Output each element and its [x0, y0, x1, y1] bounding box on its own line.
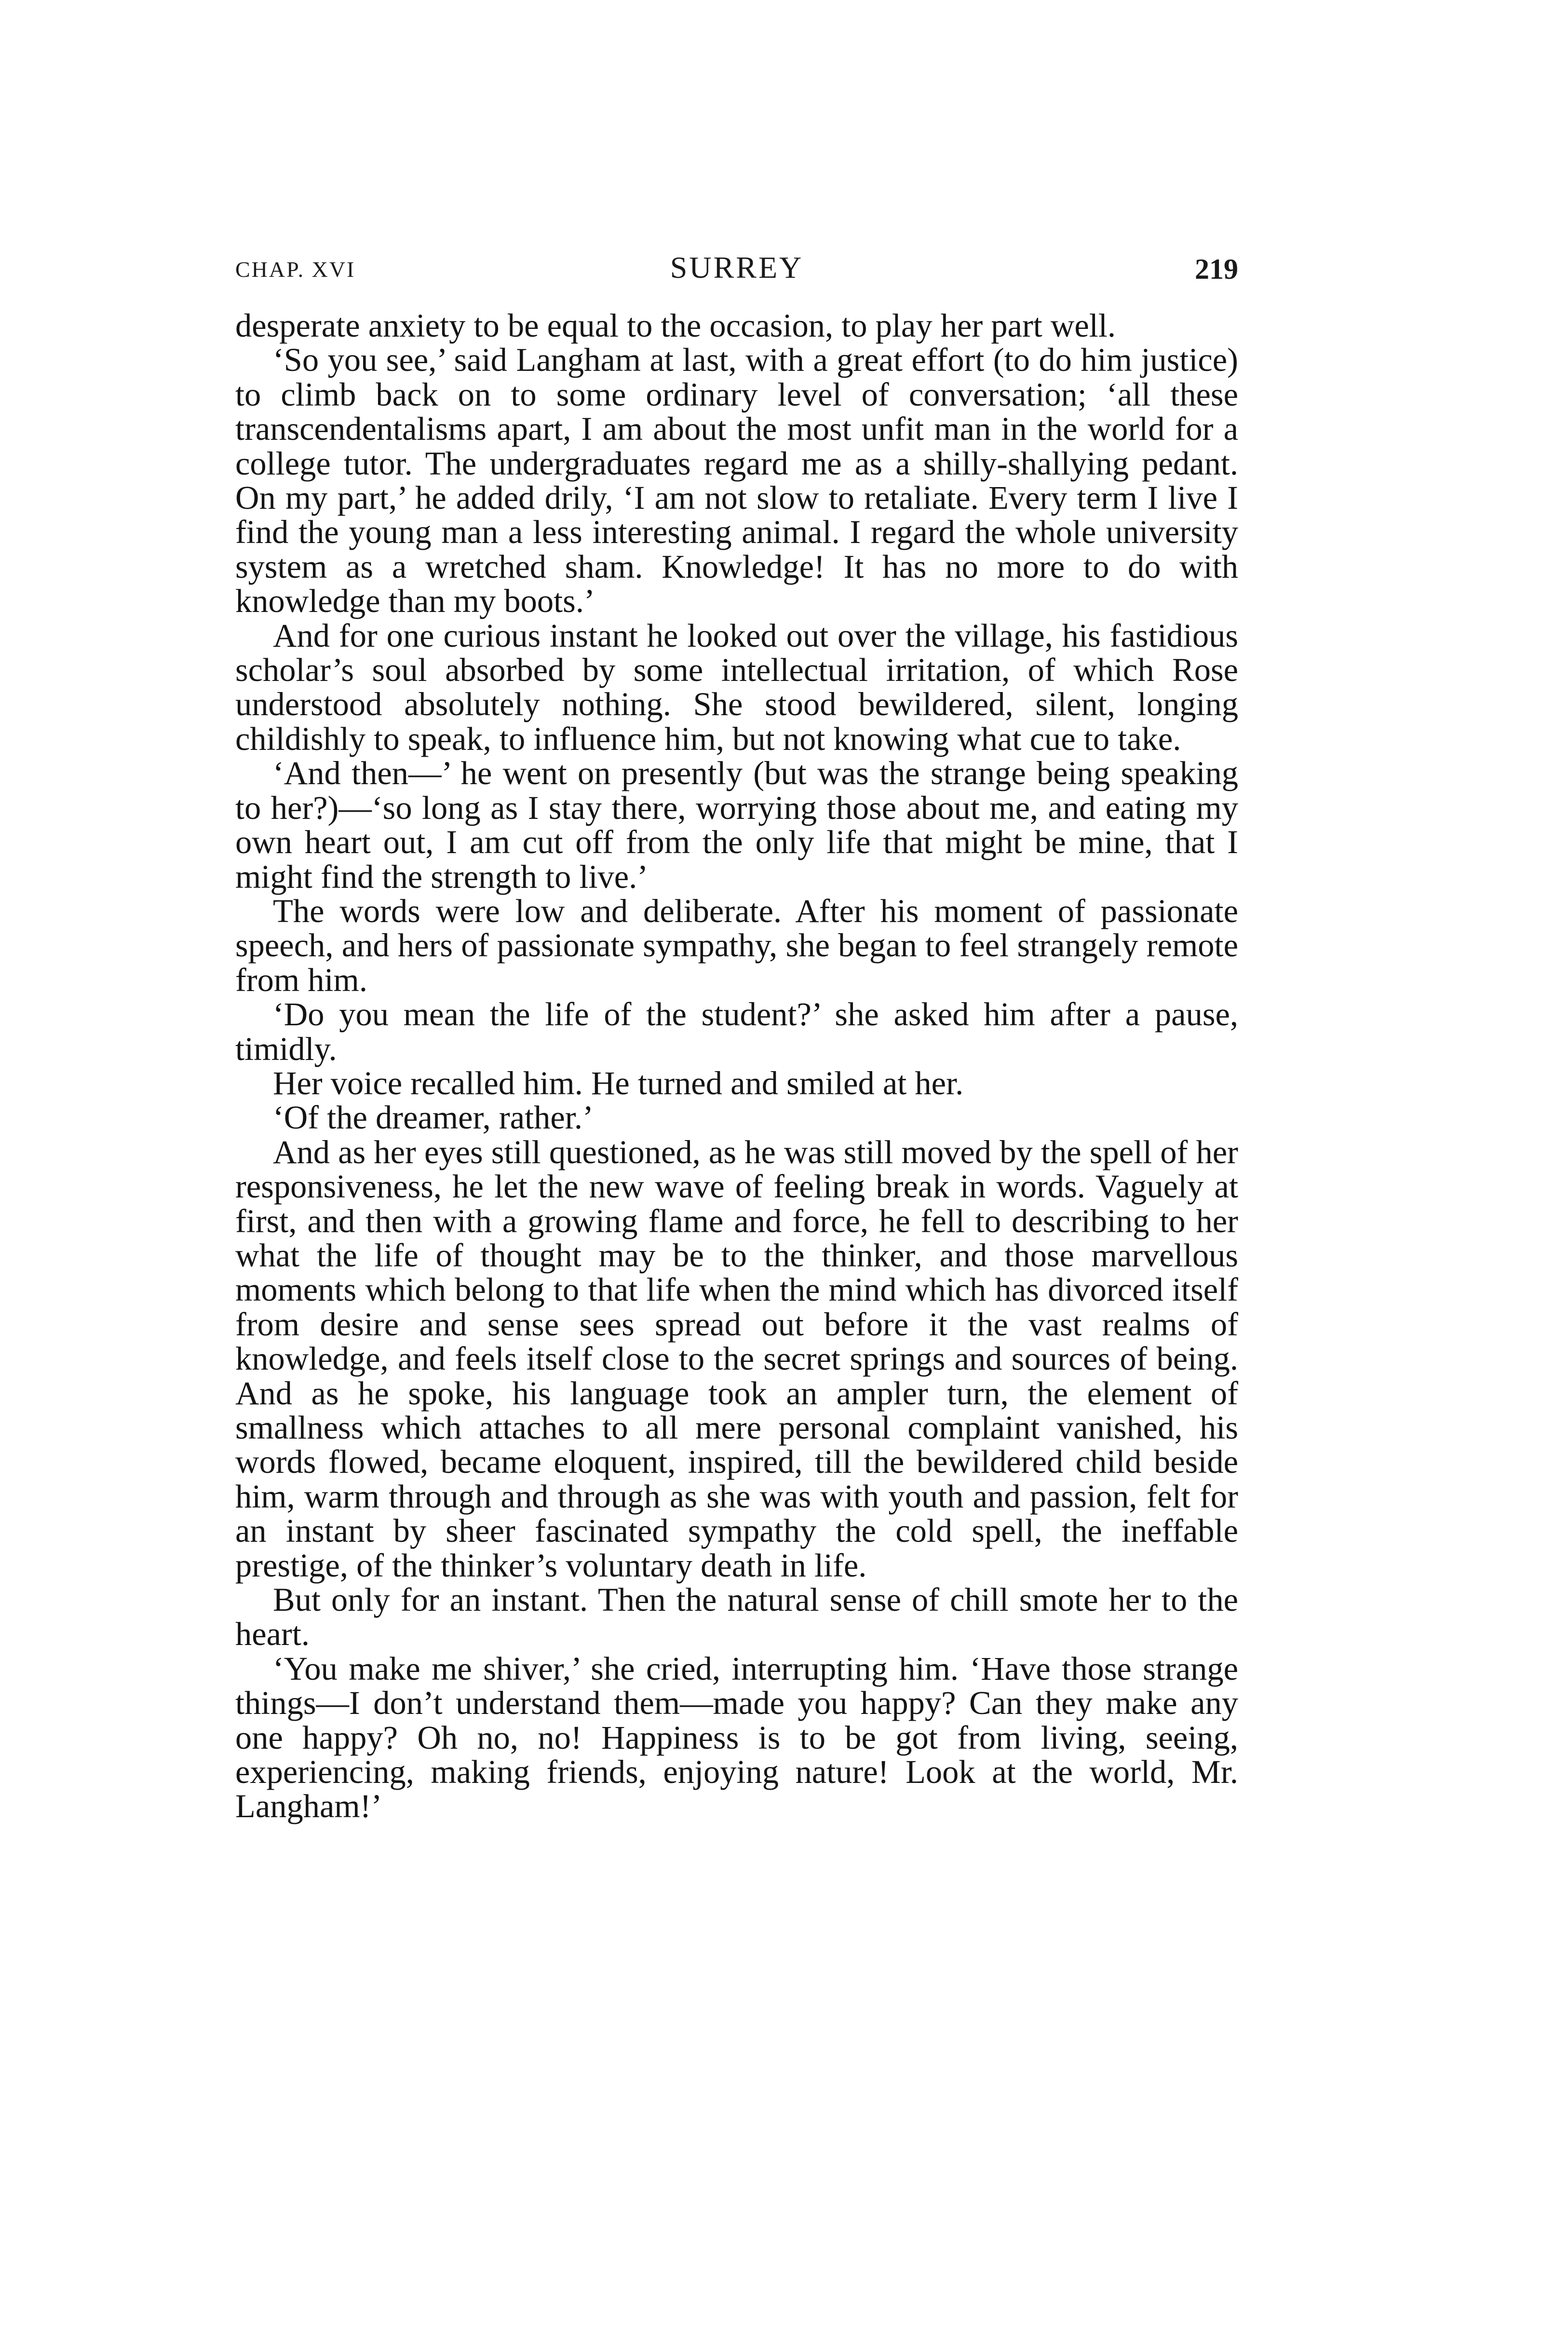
page-number: 219 — [1195, 253, 1238, 285]
paragraph: ‘So you see,’ said Langham at last, with a great effort (to do him justice) to climb back on to some ordinary level of conversation; ‘all these transcendentalisms apart, I am about the most unfit man in the world for a college tutor. The undergraduates regard me as a shilly-shallying pedant. On my part,’ he added drily, ‘I am not slow to retaliate. Every term I live I find the young man a less interesting animal. I regard the whole university system as a wretched sham. Knowledge! It has no more to do with knowledge than my boots.’ — [235, 341, 1238, 620]
paragraph: ‘Do you mean the life of the student?’ she asked him after a pause, timidly. — [235, 996, 1238, 1067]
paragraph: ‘You make me shiver,’ she cried, interrupting him. ‘Have those strange things—I don’t understand them—made you happy? Can they make any one happy? Oh no, no! Happiness is to be got from living, seeing, experiencing, making friends, enjoying nature! Look at the world, Mr. Langham!’ — [235, 1650, 1238, 1825]
paragraph: The words were low and deliberate. After his moment of passionate speech, and hers of passionate sympathy, she began to feel strangely remote from him. — [235, 892, 1238, 998]
paragraph: But only for an instant. Then the natural sense of chill smote her to the heart. — [235, 1581, 1238, 1653]
paragraph: desperate anxiety to be equal to the occasion, to play her part well. — [235, 307, 1116, 344]
paragraph: And for one curious instant he looked out over the village, his fastidious scholar’s soul absorbed by some intellectual irritation, of which Rose understood absolutely nothing. She stood bewildered, silent, longing childishly to speak, to influence him, but not knowing what cue to take. — [235, 617, 1238, 757]
chapter-label: CHAP. XVI — [235, 257, 356, 282]
body-text — [235, 309, 1238, 1824]
running-head — [235, 250, 1238, 288]
paragraph: ‘And then—’ he went on presently (but was the strange being speaking to her?)—‘so long as I stay there, worrying those about me, and eating my own heart out, I am cut off from the only life that might be mine, that I might find the strength to live.’ — [235, 755, 1238, 895]
paragraph: ‘Of the dreamer, rather.’ — [273, 1099, 594, 1136]
paragraph: And as her eyes still questioned, as he was still moved by the spell of her responsiveness, he let the new wave of feeling break in words. Vaguely at first, and then with a growing flame and force, he fell to describing to her what the life of thought may be to the thinker, and those marvellous moments which belong to that life when the mind which has divorced itself from desire and sense sees spread out before it the vast realms of knowledge, and feels itself close to the secret springs and sources of being. And as he spoke, his language took an ampler turn, the element of smallness which attaches to all mere personal complaint vanished, his words flowed, became eloquent, inspired, till the bewildered child beside him, warm through and through as she was with youth and passion, felt for an instant by sheer fascinated sympathy the cold spell, the ineffable prestige, of the thinker’s voluntary death in life. — [235, 1133, 1238, 1584]
running-title: SURREY — [670, 250, 804, 285]
paragraph: Her voice recalled him. He turned and smiled at her. — [273, 1064, 964, 1101]
